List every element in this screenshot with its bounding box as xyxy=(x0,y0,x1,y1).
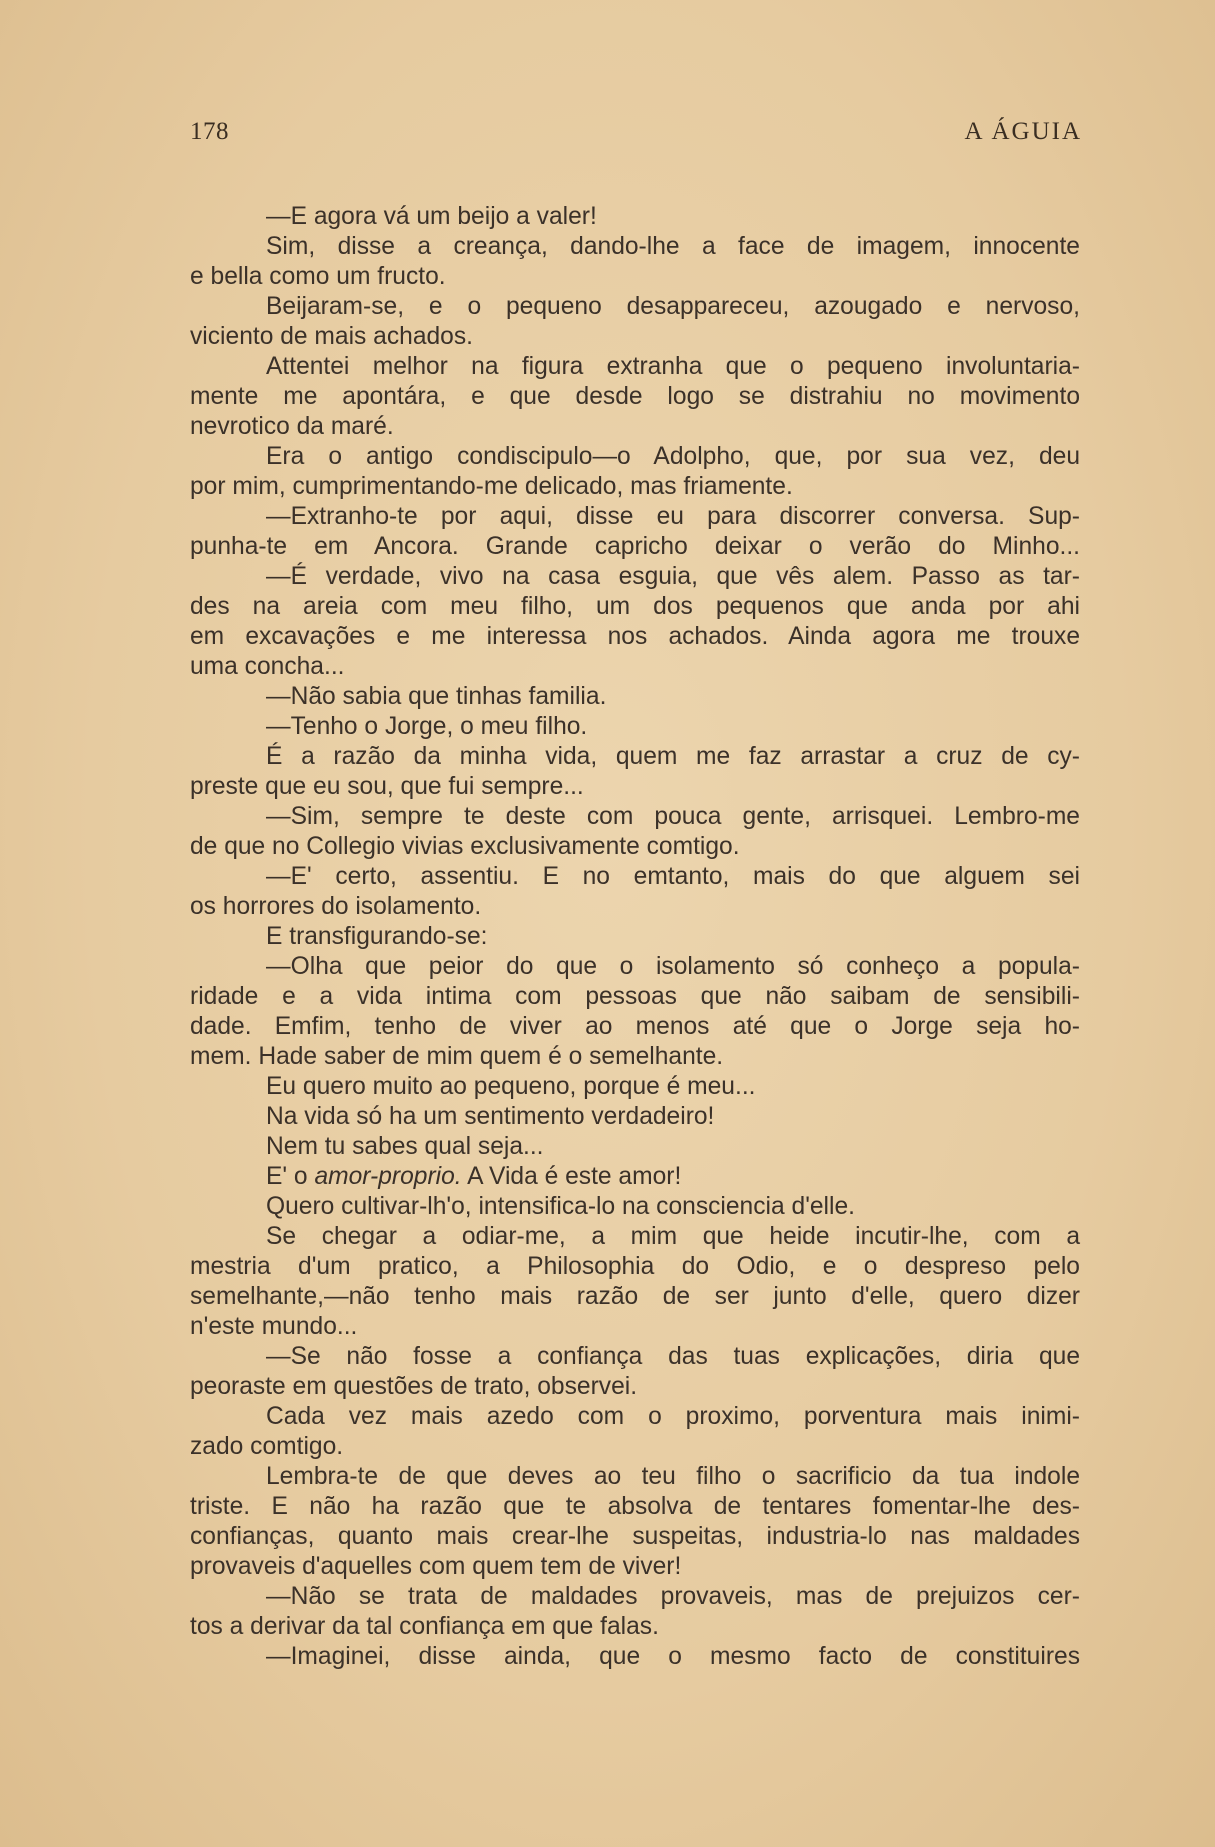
text-line: Attentei melhor na figura extranha que o pequeno involuntaria- xyxy=(266,353,1080,380)
text-line: E transfigurando-se: xyxy=(266,923,488,950)
text-line: peoraste em questões de trato, observei. xyxy=(190,1373,638,1400)
text-line: provaveis d'aquelles com quem tem de viver! xyxy=(190,1553,682,1580)
text-line: Sim, disse a creança, dando-lhe a face de imagem, innocente xyxy=(266,233,1080,260)
text-line: triste. E não ha razão que te absolva de tentares fomentar-lhe des- xyxy=(190,1493,1080,1520)
text-fragment: E' o xyxy=(266,1163,315,1190)
text-line: —Sim, sempre te deste com pouca gente, arrisquei. Lembro-me xyxy=(266,803,1080,830)
text-line: des na areia com meu filho, um dos pequenos que anda por ahi xyxy=(190,593,1080,620)
text-line: tos a derivar da tal confiança em que falas. xyxy=(190,1613,659,1640)
text-line: —Se não fosse a confiança das tuas explicações, diria que xyxy=(266,1343,1080,1370)
text-line: —Extranho-te por aqui, disse eu para discorrer conversa. Sup- xyxy=(266,503,1080,530)
italic-term: amor-proprio. xyxy=(314,1163,462,1190)
text-line: —E agora vá um beijo a valer! xyxy=(266,203,597,230)
text-line: punha-te em Ancora. Grande capricho deixar o verão do Minho... xyxy=(190,533,1080,560)
text-line: Beijaram-se, e o pequeno desappareceu, azougado e nervoso, xyxy=(266,293,1080,320)
running-title: A ÁGUIA xyxy=(964,118,1082,145)
text-line: —Tenho o Jorge, o meu filho. xyxy=(266,713,588,740)
text-line: —Olha que peior do que o isolamento só conheço a popula- xyxy=(266,953,1080,980)
text-line: semelhante,—não tenho mais razão de ser junto d'elle, quero dizer xyxy=(190,1283,1080,1310)
text-line: —Não sabia que tinhas familia. xyxy=(266,683,607,710)
text-line: mem. Hade saber de mim quem é o semelhante. xyxy=(190,1043,724,1070)
text-line: Quero cultivar-lh'o, intensifica-lo na consciencia d'elle. xyxy=(266,1193,856,1220)
text-line: e bella como um fructo. xyxy=(190,263,446,290)
text-line: preste que eu sou, que fui sempre... xyxy=(190,773,584,800)
text-line: Cada vez mais azedo com o proximo, porventura mais inimi- xyxy=(266,1403,1080,1430)
text-line: uma concha... xyxy=(190,653,345,680)
text-line: Lembra-te de que deves ao teu filho o sacrificio da tua indole xyxy=(266,1463,1080,1490)
text-line: Se chegar a odiar-me, a mim que heide incutir-lhe, com a xyxy=(266,1223,1080,1250)
text-fragment: A Vida é este amor! xyxy=(461,1163,682,1190)
text-line: Nem tu sabes qual seja... xyxy=(266,1133,544,1160)
text-line: —Não se trata de maldades provaveis, mas de prejuizos cer- xyxy=(266,1583,1080,1610)
text-line: —Imaginei, disse ainda, que o mesmo facto de constituires xyxy=(266,1643,1080,1670)
text-line: de que no Collegio vivias exclusivamente comtigo. xyxy=(190,833,740,860)
text-line: em excavações e me interessa nos achados. Ainda agora me trouxe xyxy=(190,623,1080,650)
text-line: confianças, quanto mais crear-lhe suspeitas, industria-lo nas maldades xyxy=(190,1523,1080,1550)
text-line: Na vida só ha um sentimento verdadeiro! xyxy=(266,1103,715,1130)
text-line: viciento de mais achados. xyxy=(190,323,473,350)
text-line: ridade e a vida intima com pessoas que não saibam de sensibili- xyxy=(190,983,1080,1010)
text-line: os horrores do isolamento. xyxy=(190,893,482,920)
page-header xyxy=(190,118,1082,148)
text-line xyxy=(190,1162,1080,1192)
page-number: 178 xyxy=(190,118,229,145)
text-line: mente me apontára, e que desde logo se distrahiu no movimento xyxy=(190,383,1080,410)
text-line: —E' certo, assentiu. E no emtanto, mais do que alguem sei xyxy=(266,863,1080,890)
text-line: mestria d'um pratico, a Philosophia do Odio, e o despreso pelo xyxy=(190,1253,1080,1280)
text-line: É a razão da minha vida, quem me faz arrastar a cruz de cy- xyxy=(266,743,1080,770)
text-line: Era o antigo condiscipulo—o Adolpho, que, por sua vez, deu xyxy=(266,443,1080,470)
text-line: por mim, cumprimentando-me delicado, mas friamente. xyxy=(190,473,793,500)
text-line: n'este mundo... xyxy=(190,1313,358,1340)
body-text xyxy=(190,202,1080,1672)
text-line: dade. Emfim, tenho de viver ao menos até que o Jorge seja ho- xyxy=(190,1013,1080,1040)
text-line: zado comtigo. xyxy=(190,1433,344,1460)
text-line: Eu quero muito ao pequeno, porque é meu... xyxy=(266,1073,756,1100)
text-line: —É verdade, vivo na casa esguia, que vês alem. Passo as tar- xyxy=(266,563,1080,590)
text-line: nevrotico da maré. xyxy=(190,413,394,440)
